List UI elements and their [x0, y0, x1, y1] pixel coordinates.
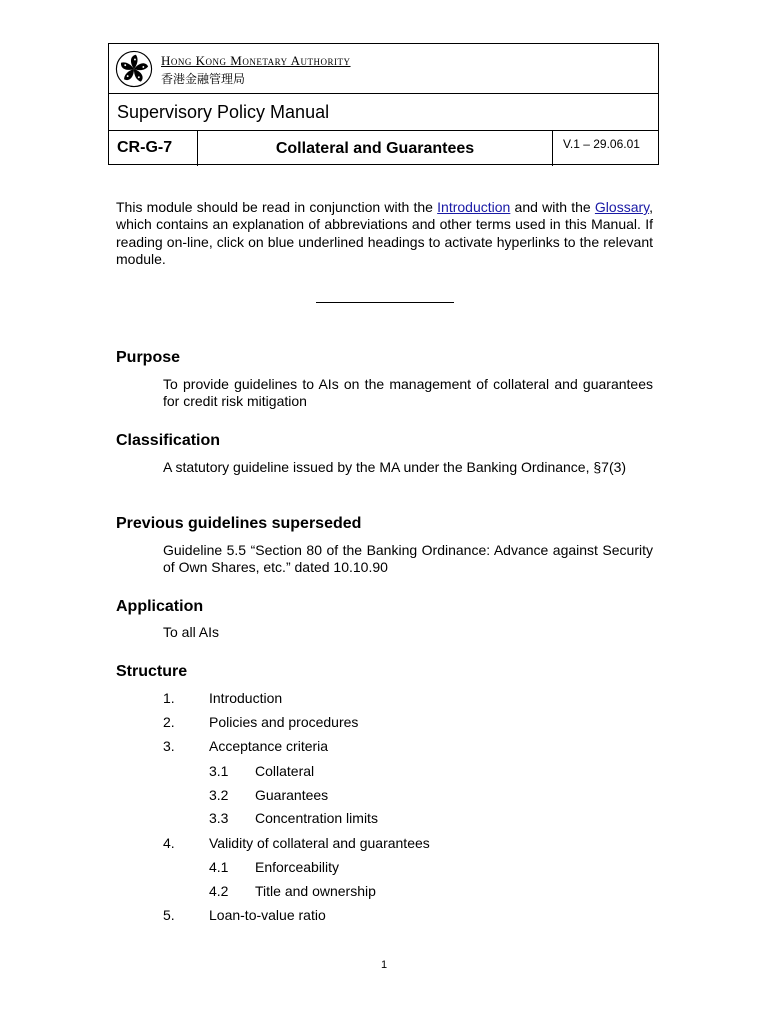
list-item-number: 5. [163, 907, 175, 923]
version-label: V.1 – 29.06.01 [563, 137, 640, 151]
bauhinia-logo-icon [115, 50, 153, 88]
manual-title: Supervisory Policy Manual [117, 102, 330, 122]
intro-paragraph [116, 199, 653, 268]
classification-text: A statutory guideline issued by the MA under the Banking Ordinance, §7(3) [163, 459, 627, 475]
list-item-label: Guarantees [255, 787, 329, 803]
header-module-row [109, 131, 658, 166]
list-item-number: 2. [163, 714, 175, 730]
intro-text-3: , which contains an explanation of abbreviations and other terms used in this Manual. If reading on-line, click on blue underlined headings to activate hyperlinks to the relevant module. [116, 199, 653, 267]
page-number: 1 [380, 959, 388, 971]
header-organization-row [109, 44, 658, 94]
module-title: Collateral and Guarantees [275, 140, 475, 157]
list-item-label: Title and ownership [255, 883, 376, 899]
previous-guidelines-heading: Previous guidelines superseded [116, 515, 362, 532]
list-item-number: 3. [163, 738, 175, 754]
list-item-label: Loan-to-value ratio [209, 907, 326, 923]
organization-name-zh: 香港金融管理局 [161, 72, 246, 86]
module-code-cell [109, 131, 198, 166]
purpose-heading: Purpose [116, 349, 181, 366]
glossary-link[interactable]: Glossary [594, 199, 650, 215]
module-title-cell [198, 131, 553, 166]
application-heading: Application [116, 598, 204, 615]
classification-heading: Classification [116, 432, 221, 449]
list-item-number: 1. [163, 690, 175, 706]
version-cell [553, 131, 660, 166]
list-item-number: 4. [163, 835, 175, 851]
intro-text-1: This module should be read in conjunction with the [116, 199, 438, 215]
list-item-label: Enforceability [255, 859, 340, 875]
list-item-label: Validity of collateral and guarantees [209, 835, 430, 851]
previous-guidelines-text: Guideline 5.5 “Section 80 of the Banking Ordinance: Advance against Security of Own Shares, etc.” dated 10.10.90 [163, 542, 653, 575]
list-item-number: 3.2 [209, 787, 229, 803]
list-item-label: Policies and procedures [209, 714, 359, 730]
list-item-number: 4.1 [209, 859, 229, 875]
document-header [108, 43, 659, 165]
module-code: CR-G-7 [117, 139, 173, 156]
structure-heading: Structure [116, 663, 188, 680]
introduction-link[interactable]: Introduction [437, 199, 511, 215]
purpose-text: To provide guidelines to AIs on the management of collateral and guarantees for credit risk mitigation [163, 376, 653, 409]
application-text: To all AIs [163, 624, 220, 640]
list-item-label: Acceptance criteria [209, 738, 329, 754]
header-manual-row [109, 94, 658, 131]
intro-text-2: and with the [510, 199, 595, 215]
list-item-label: Introduction [209, 690, 283, 706]
list-item-label: Concentration limits [255, 810, 378, 826]
organization-name-en: Hong Kong Monetary Authority [161, 53, 351, 68]
list-item-number: 3.1 [209, 763, 229, 779]
list-item-label: Collateral [255, 763, 315, 779]
list-item-number: 3.3 [209, 810, 229, 826]
separator-line [316, 302, 454, 303]
list-item-number: 4.2 [209, 883, 229, 899]
